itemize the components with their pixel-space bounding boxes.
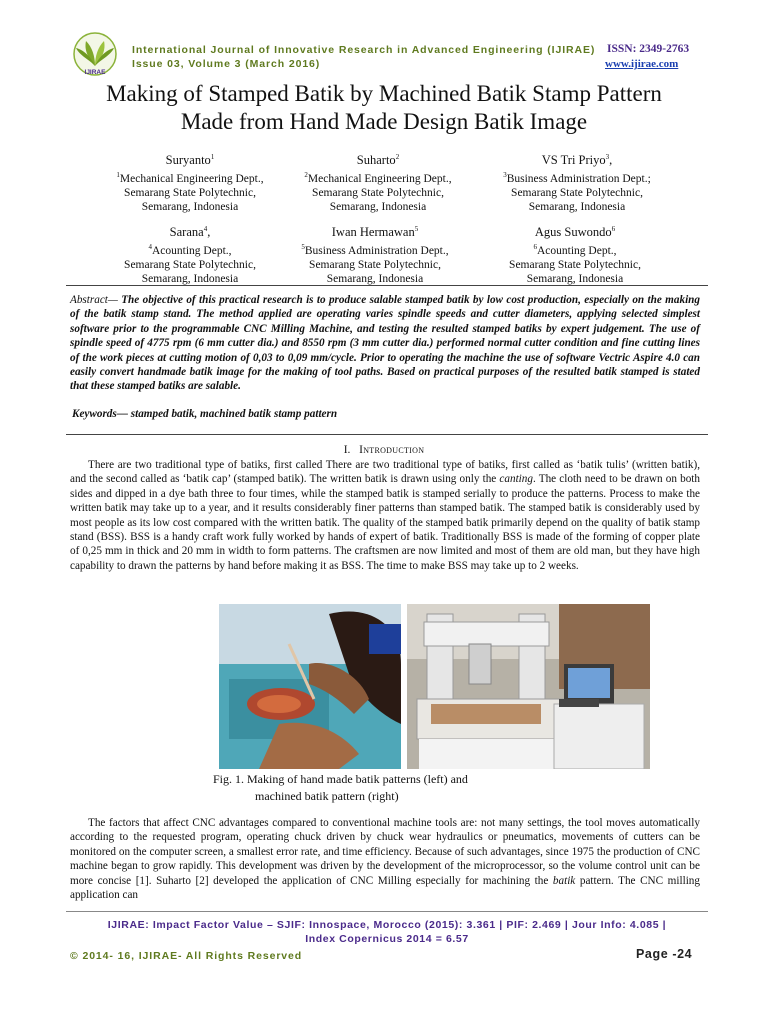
divider — [66, 285, 708, 286]
author-dept: $^3$Business Administration Dept.; — [503, 171, 651, 185]
issue-info: Issue 03, Volume 3 (March 2016) — [132, 58, 321, 70]
author-name: Suharto$^2$ — [356, 153, 400, 168]
abstract-lead: Abstract— — [70, 294, 118, 306]
author-name: Iwan Hermawan$^5$ — [331, 225, 419, 240]
author-block — [95, 222, 285, 286]
abstract — [70, 293, 700, 394]
author-block — [95, 150, 285, 214]
author-institution: Semarang State Polytechnic, — [124, 186, 256, 199]
footer-divider — [66, 911, 708, 912]
journal-url-link[interactable]: www.ijirae.com — [605, 58, 679, 70]
figure-photos — [219, 604, 650, 769]
issn: ISSN: 2349-2763 — [607, 43, 690, 55]
author-institution: Semarang State Polytechnic, — [509, 258, 641, 271]
author-city: Semarang, Indonesia — [528, 200, 626, 213]
author-dept: $^5$Business Administration Dept., — [301, 243, 449, 257]
figure-1 — [219, 604, 650, 769]
footer-impact-factor: IJIRAE: Impact Factor Value – SJIF: Innospace, Morocco (2015): 3.361 | PIF: 2.469 | Jour Info: 4.085 | — [107, 919, 667, 931]
journal-name: International Journal of Innovative Research in Advanced Engineering (IJIRAE) — [132, 44, 596, 56]
caption-line-1: Fig. 1. Making of hand made batik patterns (left) and — [213, 772, 468, 786]
author-institution: Semarang State Polytechnic, — [511, 186, 643, 199]
author-city: Semarang, Indonesia — [141, 200, 239, 213]
figure-caption — [213, 771, 543, 805]
keywords: Keywords— stamped batik, machined batik stamp pattern — [72, 408, 338, 420]
author-city: Semarang, Indonesia — [141, 272, 239, 285]
paragraph: The factors that affect CNC advantages compared to conventional machine tools are: not many settings, the tool moves automatically according to the requested program, operating chuck driven by chuck wear hydraulics or pneumatics, movements of cutters can be monitored on the computer screen, a smallest error rate, and time efficiency. Because of such advantages, since 1975 the production of CNC machine began to grow rapidly. This development was driven by the development of the microprocessor, so the volume control unit can be more concise [1]. Suharto [2] developed the application of CNC Milling especially for machining the batik pattern. The CNC milling application can — [70, 817, 700, 902]
footer-index-copernicus: Index Copernicus 2014 = 6.57 — [305, 933, 469, 945]
paper-title — [40, 80, 728, 136]
page-number: Page -24 — [636, 947, 693, 961]
caption-line-2: machined batik pattern (right) — [255, 789, 399, 803]
paragraph: There are two traditional type of batiks, first called There are two traditional type of batiks, first called as ‘batik tulis’ (written batik), and the second called as ‘batik cap’ (stamped batik). The written batik is drawn using only the canting. The cloth need to be drawn on both sides and dipped in a dye bath three to four times, while the stamped batik is stamped serially to produce the patterns. Process to make the written batik may take up to a year, and it results considerably finer patterns than stamped batik. The stamped batik is considerably used by most people as its low cost compared with the written batik. The quality of the stamped batik primarily depend on the quality of batik stamp stand (BSS). BSS is a handy craft work fully worked by hands of expert of batik. Traditionally BSS is made of the forming of copper plate of 0,25 mm in thick and 20 mm in width to form patterns. The craftsmen are now limited and most of them are old man, but they have high capability to drawn the patterns by hand before making it as BSS. The time to make BSS may take up to 2 weeks. — [70, 459, 700, 572]
author-city: Semarang, Indonesia — [329, 200, 427, 213]
author-block — [480, 222, 670, 286]
author-institution: Semarang State Polytechnic, — [312, 186, 444, 199]
author-dept: $^2$Mechanical Engineering Dept., — [304, 171, 452, 185]
logo-text: IJIRAE — [84, 69, 106, 76]
author-name: Agus Suwondo$^6$ — [534, 225, 616, 240]
divider — [66, 434, 708, 435]
author-dept: $^6$Acounting Dept., — [533, 243, 617, 257]
section-heading: I. Introduction — [343, 444, 425, 456]
author-dept: $^1$Mechanical Engineering Dept., — [116, 171, 264, 185]
author-city: Semarang, Indonesia — [326, 272, 424, 285]
author-block — [482, 150, 672, 214]
journal-logo — [66, 32, 124, 78]
title-line-1: Making of Stamped Batik by Machined Batik Stamp Pattern — [106, 81, 662, 106]
author-institution: Semarang State Polytechnic, — [309, 258, 441, 271]
footer-info — [66, 918, 708, 946]
author-dept: $^4$Acounting Dept., — [148, 243, 232, 257]
copyright: © 2014- 16, IJIRAE- All Rights Reserved — [70, 950, 303, 962]
author-institution: Semarang State Polytechnic, — [124, 258, 256, 271]
author-name: VS Tri Priyo$^3$, — [541, 153, 613, 168]
author-block — [270, 222, 480, 286]
author-block — [283, 150, 473, 214]
abstract-text: The objective of this practical research is to produce salable stamped batik by low cost production, especially on the making of the batik stamp stand. The method applied are operating varies spindle speeds and cutter diameters, applying selected simplest software prior to the programmable CNC Milling Machine, and testing the resulted stamped batiks by expert judgement. The use of spindle speed of 4775 rpm (6 mm cutter dia.) and 8550 rpm (3 mm cutter dia.) performed normal cutter condition and fine cutting lines of the work pieces at cutting motion of 0,03 to 0,09 mm/cycle. Prior to operating the machine the use of software Vectric Aspire 4.0 can easily convert handmade batik image for the making of tool paths. Based on practical purposes of the resulted batik stamped is stated that these stamped batiks are salable. — [70, 294, 700, 393]
author-city: Semarang, Indonesia — [526, 272, 624, 285]
author-name: Suryanto$^1$ — [165, 153, 215, 168]
author-name: Sarana$^4$, — [169, 225, 211, 240]
title-line-2: Made from Hand Made Design Batik Image — [180, 109, 588, 134]
